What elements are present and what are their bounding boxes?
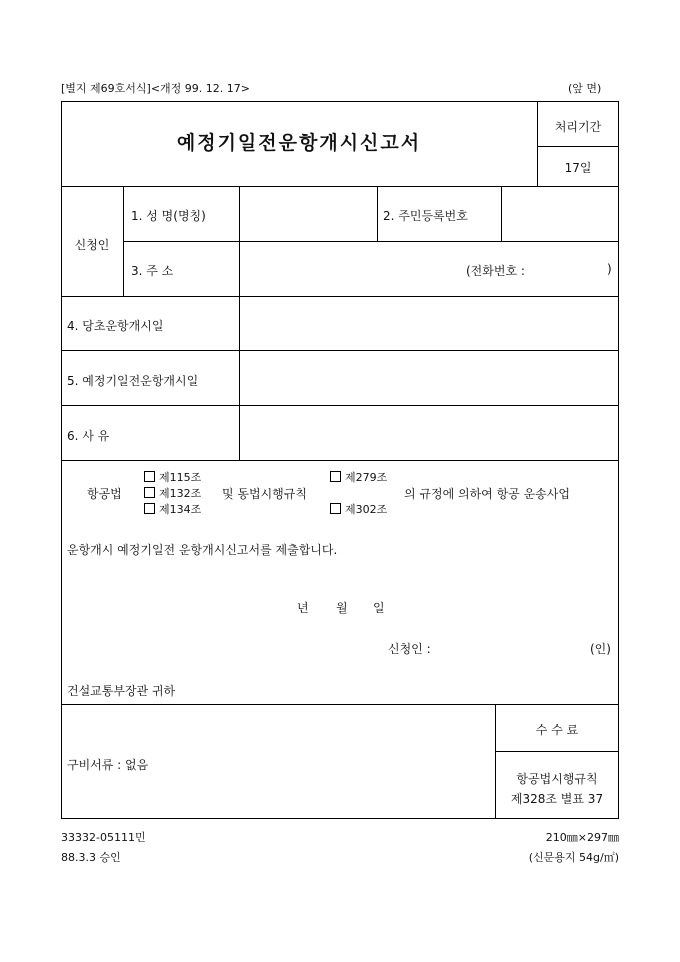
checkbox-icon[interactable]	[144, 503, 155, 514]
divider	[239, 296, 240, 460]
page-side-label: (앞 면)	[568, 82, 602, 95]
form-code: 33332-05111민	[61, 831, 146, 844]
form-title: 예정기일전운항개시신고서	[176, 132, 422, 154]
early-start-date-label: 5. 예정기일전운항개시일	[67, 374, 199, 388]
divider	[61, 460, 619, 461]
seal-mark: (인)	[590, 642, 611, 656]
divider	[377, 186, 378, 241]
divider	[239, 186, 240, 296]
original-start-date-label: 4. 당초운항개시일	[67, 319, 164, 333]
fee-basis-line2: 제328조 별표 37	[510, 792, 604, 806]
reason-label: 6. 사 유	[67, 429, 110, 443]
paper-size: 210㎜×297㎜	[545, 831, 619, 844]
date-day: 일	[373, 601, 385, 615]
law-option-134[interactable]	[144, 501, 201, 517]
date-year: 년	[297, 601, 309, 615]
name-label: 1. 성 명(명칭)	[131, 209, 206, 223]
signature-label: 신청인 :	[388, 642, 431, 656]
processing-period-value: 17일	[564, 161, 592, 175]
checkbox-icon[interactable]	[144, 471, 155, 482]
date-month: 월	[336, 601, 348, 615]
law-option-label: 제134조	[159, 503, 202, 516]
law-option-115[interactable]	[144, 469, 201, 485]
fee-label: 수 수 료	[535, 723, 579, 737]
divider	[61, 296, 619, 297]
applicant-label: 신청인	[74, 238, 110, 252]
divider	[61, 405, 619, 406]
address-label: 3. 주 소	[131, 264, 174, 278]
divider	[61, 704, 619, 705]
phone-close: )	[607, 262, 612, 276]
law-option-label: 제302조	[345, 503, 388, 516]
form-reference: [별지 제69호서식]<개정 99. 12. 17>	[61, 82, 250, 95]
checkbox-icon[interactable]	[330, 503, 341, 514]
divider	[495, 751, 619, 752]
phone-label: (전화번호 :	[466, 264, 525, 278]
paper-type: (신문용지 54g/㎡)	[528, 851, 619, 864]
divider	[537, 146, 619, 147]
resident-number-label: 2. 주민등록번호	[383, 209, 468, 223]
processing-period-label: 처리기간	[554, 120, 602, 134]
law-prefix: 항공법	[87, 487, 122, 501]
checkbox-icon[interactable]	[144, 487, 155, 498]
divider	[501, 186, 502, 241]
law-option-label: 제279조	[345, 471, 388, 484]
submission-statement: 운항개시 예정기일전 운항개시신고서를 제출합니다.	[67, 543, 338, 557]
law-and-rule: 및 동법시행규칙	[222, 487, 307, 501]
approval-date: 88.3.3 승인	[61, 851, 121, 864]
addressee: 건설교통부장관 귀하	[67, 684, 176, 698]
required-documents: 구비서류 : 없음	[67, 758, 149, 772]
divider	[61, 186, 619, 187]
checkbox-icon[interactable]	[330, 471, 341, 482]
law-option-132[interactable]	[144, 485, 201, 501]
divider	[123, 241, 619, 242]
law-option-279[interactable]	[330, 469, 387, 485]
law-option-302[interactable]	[330, 501, 387, 517]
fee-basis-line1: 항공법시행규칙	[516, 772, 598, 786]
law-option-label: 제115조	[159, 471, 202, 484]
law-option-label: 제132조	[159, 487, 202, 500]
law-suffix: 의 규정에 의하여 항공 운송사업	[404, 487, 570, 501]
divider	[61, 350, 619, 351]
